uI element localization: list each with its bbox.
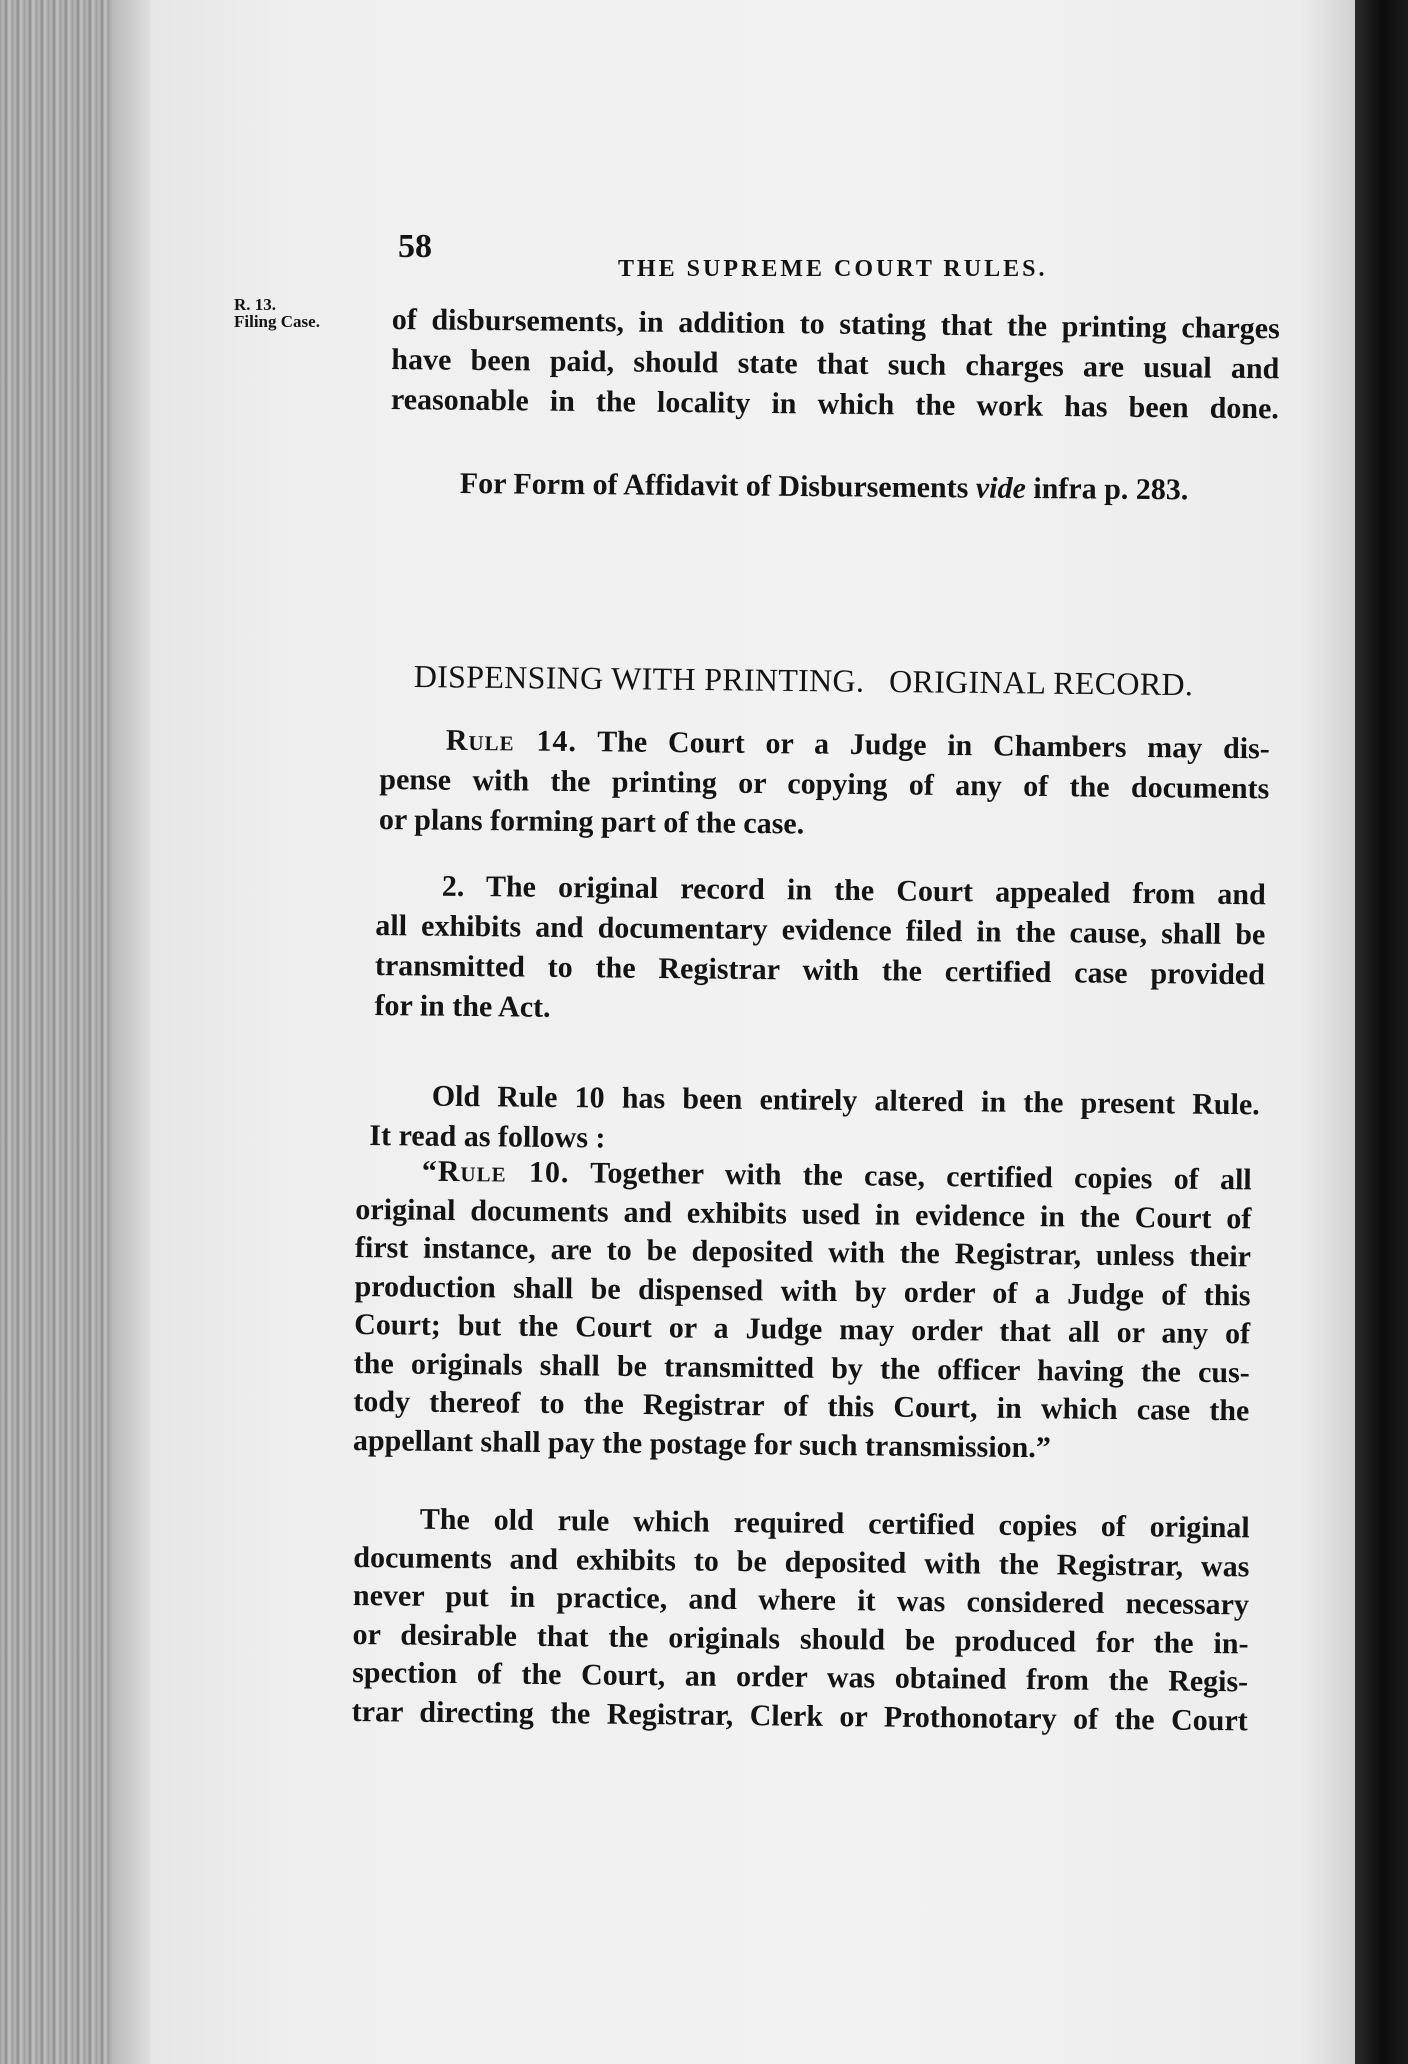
text-line: first instance, are to be deposited with the Registrar, unless their xyxy=(354,1230,1252,1274)
text-line: It read as follows : xyxy=(369,1118,606,1155)
paragraph-old-rule-intro xyxy=(369,1076,1260,1165)
text-segment: infra p. 283. xyxy=(1025,471,1189,507)
book-spine xyxy=(1355,0,1408,2064)
text-line: the originals shall be transmitted by the officer having the cus- xyxy=(353,1346,1250,1389)
text-line: documents and exhibits to be deposited with the Registrar, was xyxy=(353,1540,1250,1583)
text-line: reasonable in the locality in which the work has been done. xyxy=(390,382,1280,426)
text-line: of disbursements, in addition to stating that the printing charges xyxy=(391,302,1280,346)
text-line: never put in practice, and where it was considered necessary xyxy=(352,1578,1250,1622)
text-line: or desirable that the originals should be produced for the in- xyxy=(352,1617,1249,1660)
paragraph-rule-14-2 xyxy=(374,866,1266,1035)
text-line: production shall be dispensed with by order of a Judge of this xyxy=(354,1269,1251,1312)
text-segment: For Form of Affidavit of Disbursements xyxy=(459,466,977,505)
page-number: 58 xyxy=(398,228,432,265)
paragraph-commentary xyxy=(352,1500,1250,1740)
text-line: appellant shall pay the postage for such transmission.” xyxy=(352,1423,1052,1464)
text-line: transmitted to the Registrar with the certified case provided xyxy=(374,948,1266,992)
text-italic: vide xyxy=(975,471,1026,505)
text-line: original documents and exhibits used in evidence in the Court of xyxy=(355,1192,1252,1235)
rule-label: “Rule 10. xyxy=(421,1154,570,1190)
text-line: The old rule which required certified copies of original xyxy=(419,1502,1250,1545)
paragraph-rule-14 xyxy=(379,720,1270,849)
text-line: trar directing the Registrar, Clerk or Prothonotary of the Court xyxy=(351,1694,1248,1737)
text-segment: Together with the case, certified copies of all xyxy=(569,1156,1252,1197)
text-line: spection of the Court, an order was obtained from the Regis- xyxy=(352,1655,1249,1699)
section-heading: DISPENSING WITH PRINTING. ORIGINAL RECORD. xyxy=(413,658,1194,703)
text-line: pense with the printing or copying of any of the documents xyxy=(379,762,1270,806)
text-line: Old Rule 10 has been entirely altered in the present Rule. xyxy=(431,1079,1260,1122)
text-line: or plans forming part of the case. xyxy=(378,802,805,841)
text-line: Court; but the Court or a Judge may order that all or any of xyxy=(354,1307,1251,1351)
text-line: have been paid, should state that such charges are usual and xyxy=(391,342,1280,386)
text-segment: The Court or a Judge in Chambers may dis- xyxy=(576,725,1270,766)
rule-label: Rule 14. xyxy=(445,723,578,759)
running-head: THE SUPREME COURT RULES. xyxy=(618,256,1048,282)
page-edge-left xyxy=(0,0,112,2064)
text-line: tody thereof to the Registrar of this Court, in which case the xyxy=(353,1384,1250,1428)
paragraph-old-rule-10 xyxy=(353,1152,1252,1469)
text-line: for in the Act. xyxy=(374,988,551,1024)
margin-note: R. 13. Filing Case. xyxy=(234,295,320,331)
paragraph-form-reference xyxy=(460,464,1189,510)
text-line: all exhibits and documentary evidence filed in the cause, shall be xyxy=(375,908,1266,952)
text-line: 2. The original record in the Court appealed from and xyxy=(441,869,1266,912)
paragraph-disbursements xyxy=(391,300,1280,429)
